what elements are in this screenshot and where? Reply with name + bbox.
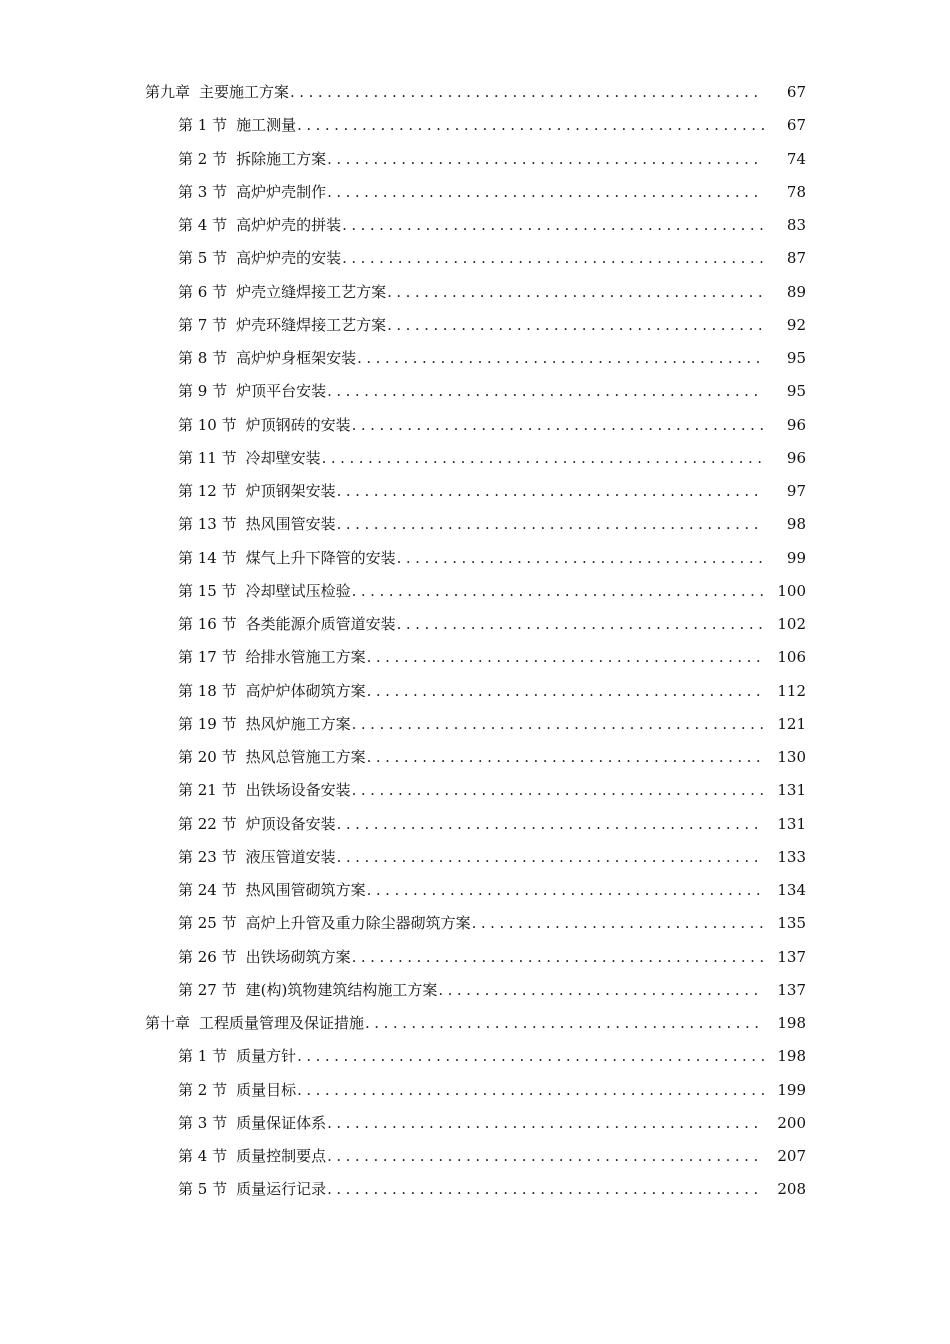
toc-entry-label [178,907,471,940]
toc-entry-label [178,109,296,142]
dot-leader [365,1007,764,1040]
toc-section-entry[interactable] [0,575,950,608]
dot-leader [327,176,764,209]
toc-page-number: 137 [777,947,806,966]
toc-page-number: 207 [777,1147,806,1165]
toc-entry-title: 高炉炉身框架安装 [236,349,357,367]
toc-entry-label [178,941,351,974]
toc-page-number: 131 [777,781,806,800]
toc-entry-number: 第 3 节 [178,1113,228,1132]
toc-section-entry[interactable] [0,442,950,475]
toc-entry-label [178,276,386,309]
toc-entry-number: 第 4 节 [178,1147,228,1165]
toc-entry-label [178,309,386,342]
toc-entry-label [178,774,351,807]
dot-leader [297,109,764,142]
toc-page-number: 74 [786,149,806,168]
toc-page-number: 198 [777,1014,806,1032]
toc-entry-number: 第 22 节 [178,814,237,833]
toc-page-number: 67 [786,83,806,101]
toc-page-number: 83 [786,216,806,234]
toc-page-number: 96 [786,448,806,467]
dot-leader [337,841,764,874]
toc-entry-title: 高炉炉壳的拼装 [236,216,342,234]
toc-entry-title: 炉顶设备安装 [245,814,336,833]
dot-leader [352,409,764,442]
dot-leader [367,641,764,674]
toc-page-number: 130 [777,748,806,766]
dot-leader [357,342,764,375]
dot-leader [327,375,764,408]
toc-page-number: 67 [786,116,806,135]
toc-page-number: 87 [786,249,806,268]
toc-section-entry[interactable] [0,808,950,841]
toc-section-entry[interactable] [0,974,950,1007]
toc-entry-title: 出铁场砌筑方案 [245,947,351,966]
toc-entry-title: 主要施工方案 [199,83,290,101]
toc-section-entry[interactable] [0,841,950,874]
toc-entry-number: 第 27 节 [178,980,237,999]
toc-entry-label [178,1140,326,1173]
toc-entry-title: 炉壳环缝焊接工艺方案 [236,315,387,334]
dot-leader [367,741,764,774]
toc-section-entry[interactable] [0,608,950,641]
toc-entry-title: 施工测量 [236,116,297,135]
toc-entry-label [178,242,341,275]
toc-section-entry[interactable] [0,342,950,375]
dot-leader [337,475,764,508]
toc-entry-number: 第 12 节 [178,482,237,500]
dot-leader [342,242,764,275]
toc-entry-title: 炉壳立缝焊接工艺方案 [236,282,387,301]
dot-leader [472,907,764,940]
toc-entry-title: 质量运行记录 [236,1180,327,1199]
toc-entry-label [178,342,356,375]
toc-entry-label [178,409,351,442]
toc-entry-number: 第 20 节 [178,748,237,766]
toc-entry-number: 第 18 节 [178,681,237,700]
toc-entry-number: 第 6 节 [178,282,228,301]
toc-entry-title: 煤气上升下降管的安装 [245,548,396,567]
toc-chapter-entry[interactable] [0,1007,950,1040]
toc-page-number: 96 [786,415,806,434]
toc-entry-label [178,641,366,674]
toc-entry-number: 第 5 节 [178,249,228,268]
toc-entry-title: 高炉炉壳的安装 [236,249,342,268]
dot-leader [327,1173,764,1206]
toc-entry-title: 质量目标 [236,1080,297,1099]
toc-page-number: 137 [777,980,806,999]
toc-page-number: 208 [777,1180,806,1199]
toc-entry-number: 第 14 节 [178,548,237,567]
dot-leader [397,608,764,641]
toc-entry-label [178,1074,296,1107]
dot-leader [297,1074,764,1107]
toc-entry-number: 第 11 节 [178,448,237,467]
toc-section-entry[interactable] [0,242,950,275]
dot-leader [297,1040,764,1073]
toc-section-entry[interactable] [0,508,950,541]
toc-section-entry[interactable] [0,409,950,442]
toc-entry-label [178,608,396,641]
toc-entry-title: 工程质量管理及保证措施 [199,1014,365,1032]
dot-leader [367,675,764,708]
toc-entry-number: 第 17 节 [178,648,237,667]
toc-entry-label [178,741,366,774]
toc-page-number: 133 [777,847,806,866]
toc-section-entry[interactable] [0,375,950,408]
toc-page-number: 112 [777,681,806,700]
dot-leader [387,309,764,342]
toc-section-entry[interactable] [0,641,950,674]
toc-page-number: 97 [786,482,806,500]
toc-page-number: 99 [786,548,806,567]
toc-entry-label [178,675,366,708]
toc-entry-label [178,176,326,209]
toc-page-number: 98 [786,515,806,534]
toc-entry-number: 第 4 节 [178,216,228,234]
toc-page-number: 92 [786,315,806,334]
toc-entry-label [178,442,321,475]
toc-entry-number: 第 26 节 [178,947,237,966]
toc-entry-label [145,76,289,109]
toc-entry-label [178,143,326,176]
toc-entry-title: 高炉炉体砌筑方案 [245,681,366,700]
toc-entry-number: 第 9 节 [178,382,228,401]
toc-section-entry[interactable] [0,1040,950,1073]
toc-entry-label [178,708,351,741]
toc-section-entry[interactable] [0,741,950,774]
dot-leader [337,508,764,541]
toc-entry-label [178,375,326,408]
toc-section-entry[interactable] [0,209,950,242]
toc-entry-number: 第 10 节 [178,415,237,434]
toc-section-entry[interactable] [0,276,950,309]
toc-page-number: 131 [777,814,806,833]
toc-entry-number: 第 19 节 [178,714,237,733]
toc-entry-title: 出铁场设备安装 [245,781,351,800]
toc-page-number: 198 [777,1047,806,1066]
toc-section-entry[interactable] [0,907,950,940]
toc-section-entry[interactable] [0,941,950,974]
toc-section-entry[interactable] [0,176,950,209]
toc-entry-number: 第 25 节 [178,914,237,933]
toc-entry-title: 冷却壁试压检验 [245,581,351,600]
dot-leader [322,442,764,475]
toc-entry-number: 第 3 节 [178,182,228,201]
toc-entry-title: 炉顶钢砖的安装 [245,415,351,434]
toc-page-number: 200 [777,1113,806,1132]
toc-entry-number: 第 2 节 [178,1080,228,1099]
toc-entry-title: 各类能源介质管道安装 [245,615,396,633]
toc-entry-label [178,1173,326,1206]
toc-page-number: 89 [786,282,806,301]
dot-leader [387,276,764,309]
toc-entry-title: 炉顶平台安装 [236,382,327,401]
toc-entry-title: 建(构)筑物建筑结构施工方案 [245,980,438,999]
toc-entry-number: 第 7 节 [178,315,228,334]
toc-section-entry[interactable] [0,143,950,176]
toc-entry-label [178,475,336,508]
toc-entry-number: 第 16 节 [178,615,237,633]
toc-section-entry[interactable] [0,475,950,508]
dot-leader [352,575,764,608]
toc-entry-title: 高炉上升管及重力除尘器砌筑方案 [245,914,471,933]
toc-entry-title: 液压管道安装 [245,847,336,866]
dot-leader [352,774,764,807]
toc-entry-number: 第十章 [145,1014,191,1032]
toc-entry-title: 质量方针 [236,1047,297,1066]
toc-page-number: 106 [777,648,806,667]
toc-section-entry[interactable] [0,542,950,575]
toc-page-number: 78 [786,182,806,201]
dot-leader [327,1107,764,1140]
toc-entry-number: 第 24 节 [178,881,237,899]
toc-entry-number: 第 13 节 [178,515,237,534]
toc-page-number: 121 [777,714,806,733]
toc-entry-number: 第 1 节 [178,1047,228,1066]
toc-entry-title: 给排水管施工方案 [245,648,366,667]
dot-leader [438,974,764,1007]
toc-entry-title: 拆除施工方案 [236,149,327,168]
toc-entry-label [178,1107,326,1140]
toc-entry-number: 第 15 节 [178,581,237,600]
toc-entry-number: 第 1 节 [178,116,228,135]
toc-entry-title: 质量控制要点 [236,1147,327,1165]
toc-entry-number: 第 23 节 [178,847,237,866]
toc-section-entry[interactable] [0,874,950,907]
toc-entry-label [178,542,396,575]
toc-page-number: 102 [777,615,806,633]
toc-page-number: 100 [777,581,806,600]
toc-entry-label [178,209,341,242]
dot-leader [337,808,764,841]
toc-entry-title: 热风总管施工方案 [245,748,366,766]
toc-entry-title: 高炉炉壳制作 [236,182,327,201]
table-of-contents [0,76,950,1207]
toc-entry-number: 第九章 [145,83,191,101]
toc-entry-label [178,808,336,841]
dot-leader [397,542,764,575]
toc-entry-title: 炉顶钢架安装 [245,482,336,500]
toc-entry-label [178,974,437,1007]
toc-page-number: 135 [777,914,806,933]
toc-entry-number: 第 21 节 [178,781,237,800]
dot-leader [290,76,764,109]
toc-entry-title: 冷却壁安装 [245,448,321,467]
toc-section-entry[interactable] [0,708,950,741]
toc-entry-number: 第 8 节 [178,349,228,367]
dot-leader [327,1140,764,1173]
toc-page-number: 95 [786,349,806,367]
dot-leader [352,941,764,974]
toc-entry-title: 热风围管砌筑方案 [245,881,366,899]
toc-section-entry[interactable] [0,675,950,708]
toc-entry-title: 热风围管安装 [245,515,336,534]
toc-entry-label [178,575,351,608]
toc-entry-number: 第 5 节 [178,1180,228,1199]
dot-leader [327,143,764,176]
dot-leader [367,874,764,907]
toc-entry-number: 第 2 节 [178,149,228,168]
toc-entry-label [178,841,336,874]
toc-entry-label [178,1040,296,1073]
toc-entry-title: 质量保证体系 [236,1113,327,1132]
toc-entry-title: 热风炉施工方案 [245,714,351,733]
toc-section-entry[interactable] [0,774,950,807]
toc-section-entry[interactable] [0,309,950,342]
toc-section-entry[interactable] [0,1107,950,1140]
toc-page-number: 199 [777,1080,806,1099]
dot-leader [342,209,764,242]
toc-section-entry[interactable] [0,1074,950,1107]
toc-entry-label [145,1007,364,1040]
toc-section-entry[interactable] [0,1173,950,1206]
toc-section-entry[interactable] [0,1140,950,1173]
toc-section-entry[interactable] [0,109,950,142]
toc-page-number: 134 [777,881,806,899]
toc-entry-label [178,508,336,541]
toc-chapter-entry[interactable] [0,76,950,109]
toc-page-number: 95 [786,382,806,401]
dot-leader [352,708,764,741]
toc-entry-label [178,874,366,907]
